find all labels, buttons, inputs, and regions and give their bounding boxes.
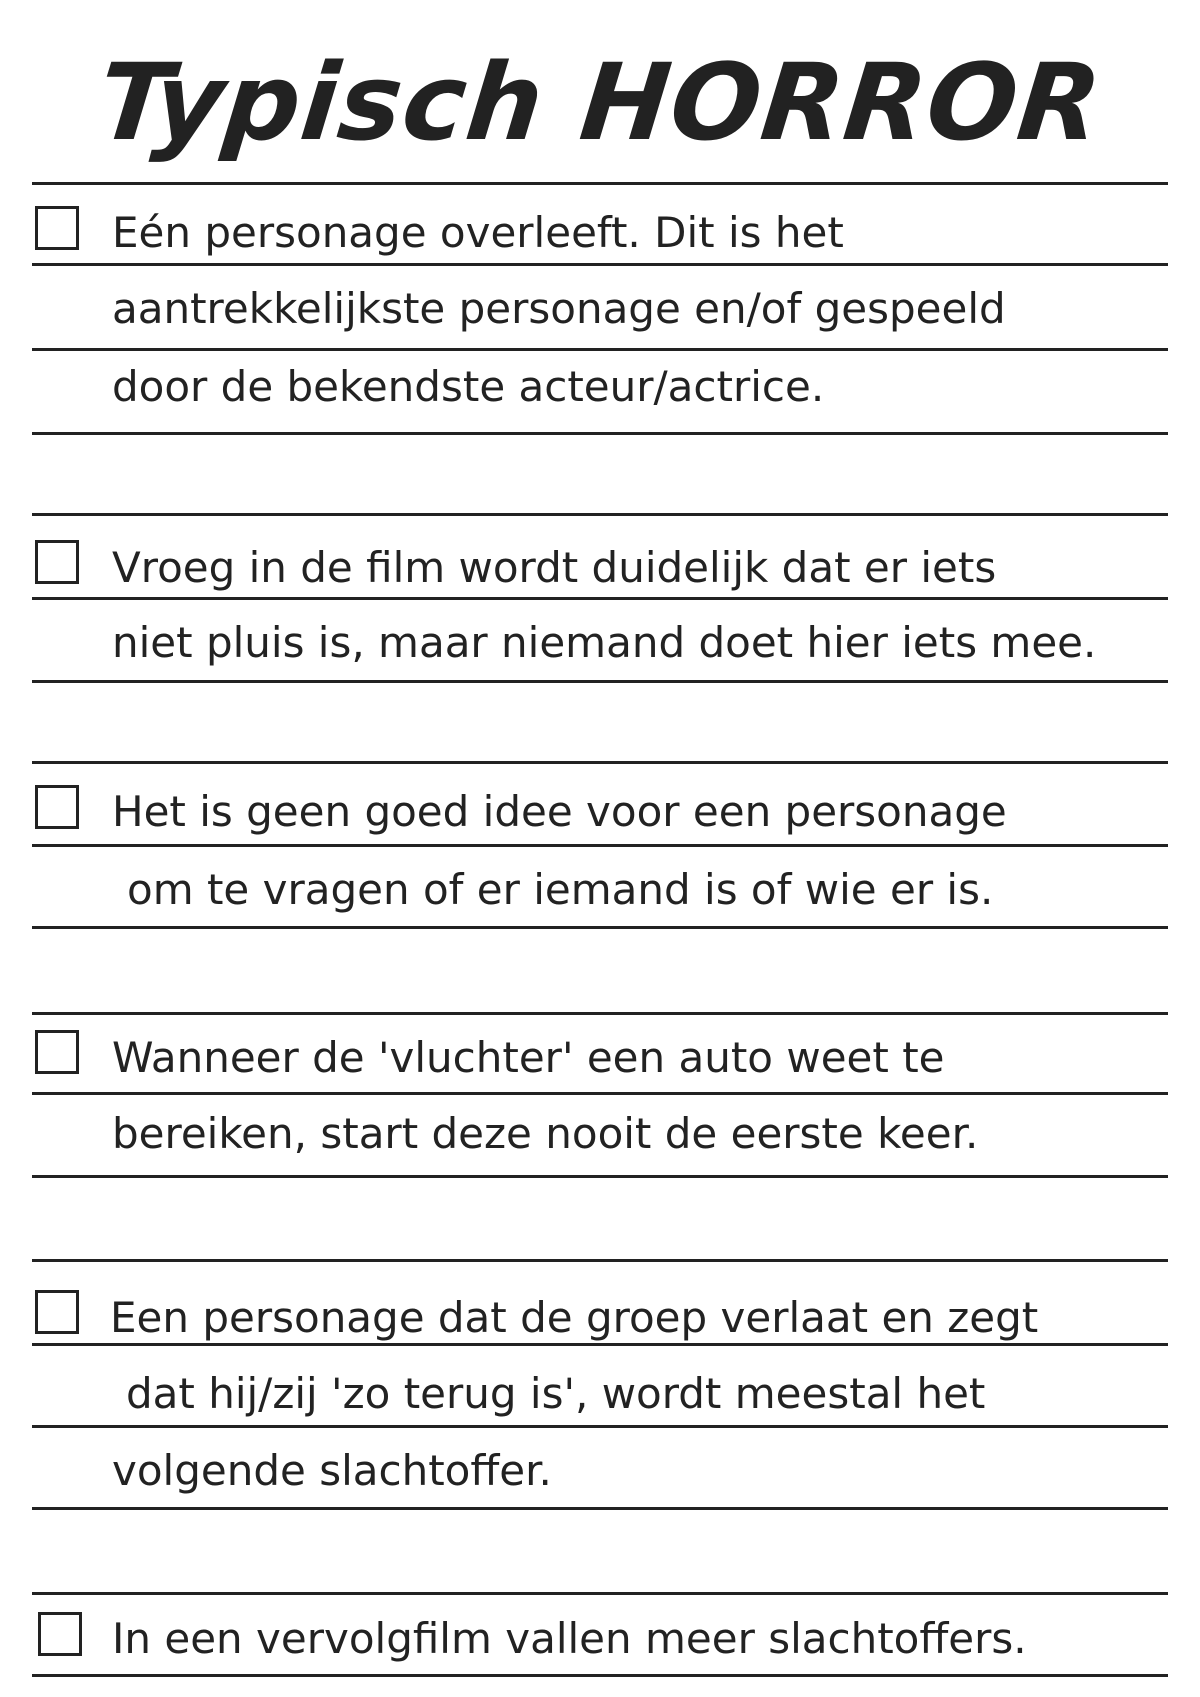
item-text-line: Vroeg in de film wordt duidelijk dat er iets bbox=[112, 543, 997, 592]
rule bbox=[32, 1175, 1168, 1178]
item-text-line: door de bekendste acteur/actrice. bbox=[112, 362, 825, 411]
item-text-line: Eén personage overleeft. Dit is het bbox=[112, 208, 844, 257]
checkbox[interactable] bbox=[35, 540, 79, 584]
rule bbox=[32, 1259, 1168, 1262]
rule bbox=[32, 513, 1168, 516]
item-text-line: aantrekkelijkste personage en/of gespeeld bbox=[112, 284, 1006, 333]
checkbox[interactable] bbox=[35, 1030, 79, 1074]
item-text-line: In een vervolgfilm vallen meer slachtoffers. bbox=[112, 1614, 1027, 1663]
rule bbox=[32, 761, 1168, 764]
checkbox[interactable] bbox=[38, 1612, 82, 1656]
item-text-line: dat hij/zij 'zo terug is', wordt meestal het bbox=[126, 1369, 986, 1418]
checkbox[interactable] bbox=[35, 206, 79, 250]
rule bbox=[32, 680, 1168, 683]
rule bbox=[32, 348, 1168, 351]
rule bbox=[32, 926, 1168, 929]
item-text-line: niet pluis is, maar niemand doet hier iets mee. bbox=[112, 618, 1097, 667]
item-text-line: bereiken, start deze nooit de eerste keer. bbox=[112, 1109, 979, 1158]
checkbox[interactable] bbox=[35, 785, 79, 829]
rule bbox=[32, 182, 1168, 185]
item-text-line: volgende slachtoffer. bbox=[112, 1446, 552, 1495]
item-text-line: Een personage dat de groep verlaat en zegt bbox=[110, 1293, 1039, 1342]
rule bbox=[32, 1507, 1168, 1510]
rule bbox=[32, 1592, 1168, 1595]
rule bbox=[32, 1012, 1168, 1015]
item-text-line: Wanneer de 'vluchter' een auto weet te bbox=[112, 1033, 945, 1082]
item-text-line: Het is geen goed idee voor een personage bbox=[112, 787, 1007, 836]
rule bbox=[32, 432, 1168, 435]
page-title: Typisch HORROR bbox=[92, 41, 1108, 164]
item-text-line: om te vragen of er iemand is of wie er is. bbox=[127, 865, 994, 914]
rule bbox=[32, 1674, 1168, 1677]
checkbox[interactable] bbox=[35, 1290, 79, 1334]
